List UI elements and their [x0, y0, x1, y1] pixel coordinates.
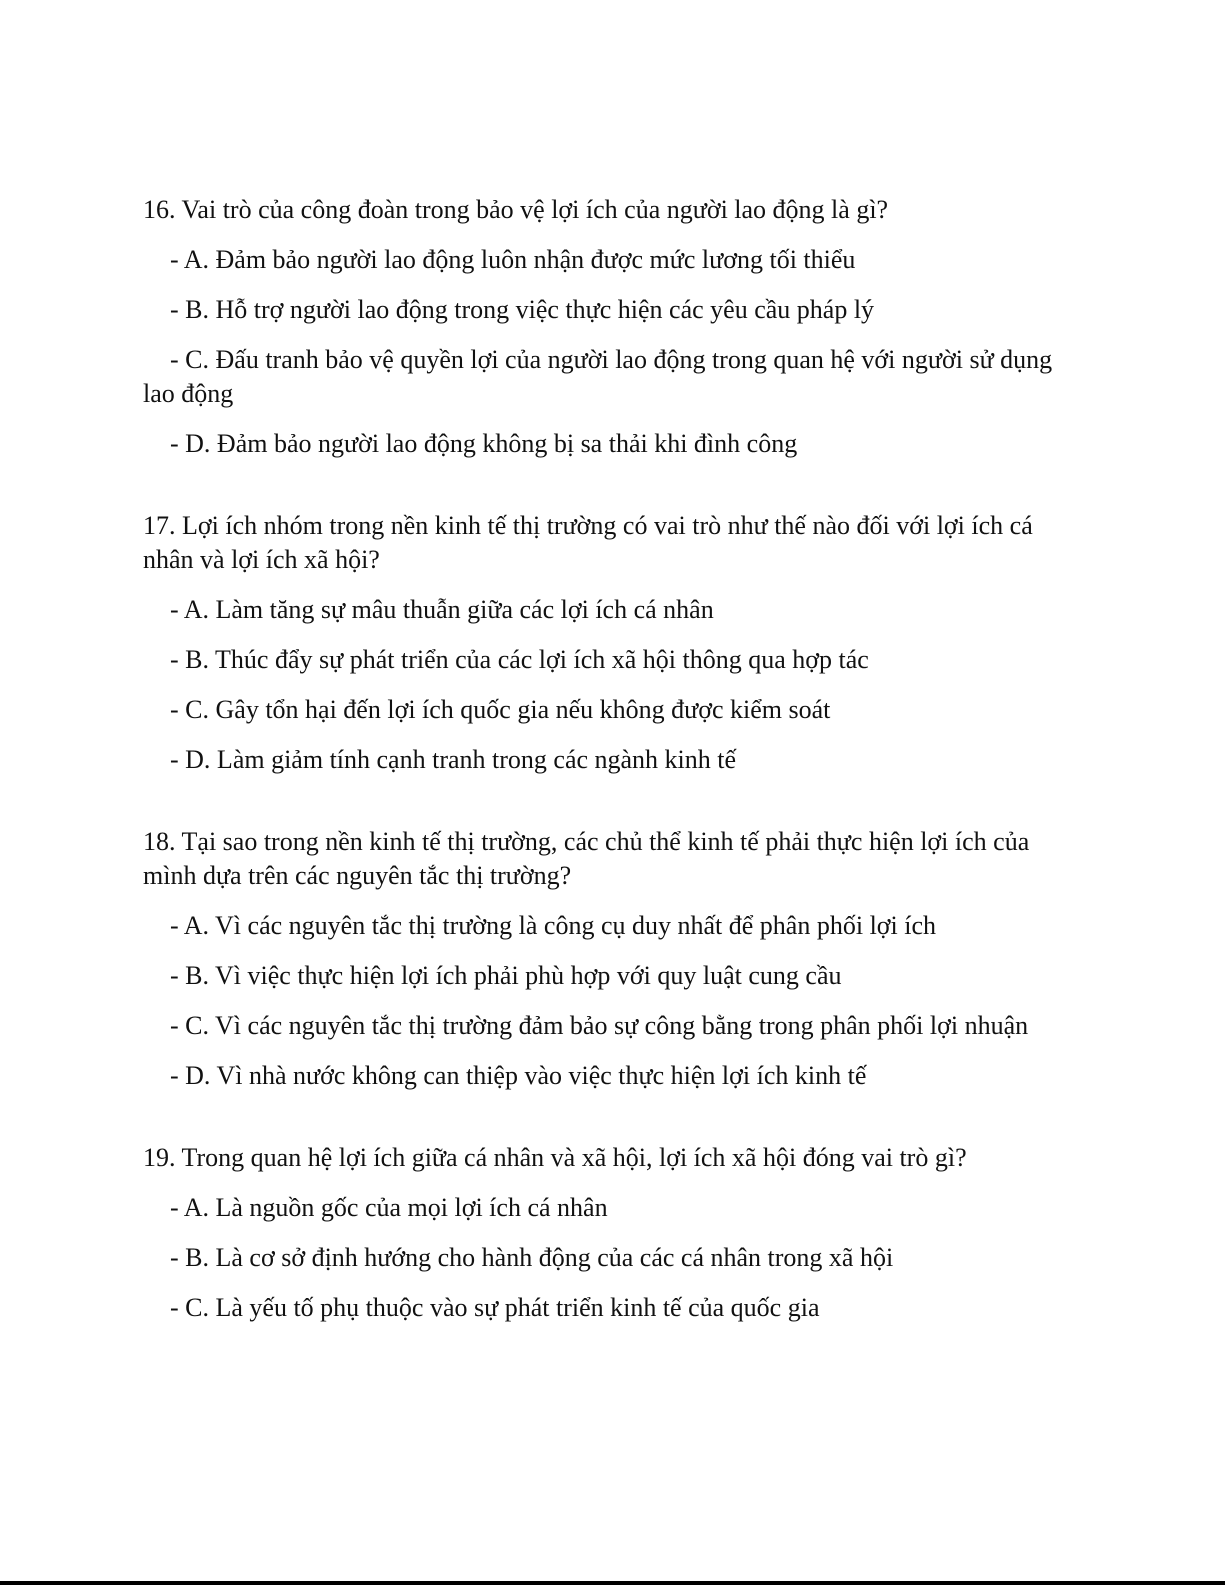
question-18	[143, 825, 1078, 1093]
option-c: - C. Là yếu tố phụ thuộc vào sự phát triển kinh tế của quốc gia	[170, 1293, 820, 1322]
question-list	[143, 193, 1078, 1373]
question-17	[143, 509, 1078, 777]
option-a: - A. Làm tăng sự mâu thuẫn giữa các lợi ích cá nhân	[170, 595, 714, 624]
page-bottom-border	[0, 1581, 1225, 1585]
option-d: - D. Đảm bảo người lao động không bị sa thải khi đình công	[170, 429, 798, 458]
option-b: - B. Là cơ sở định hướng cho hành động của các cá nhân trong xã hội	[170, 1243, 894, 1272]
option-b: - B. Vì việc thực hiện lợi ích phải phù hợp với quy luật cung cầu	[170, 961, 842, 990]
option-a: - A. Đảm bảo người lao động luôn nhận được mức lương tối thiểu	[170, 245, 856, 274]
option-c: - C. Đấu tranh bảo vệ quyền lợi của người lao động trong quan hệ với người sử dụng lao động	[143, 345, 1053, 408]
question-text: 18. Tại sao trong nền kinh tế thị trường, các chủ thể kinh tế phải thực hiện lợi ích của mình dựa trên các nguyên tắc thị trường?	[143, 827, 1030, 890]
option-a: - A. Là nguồn gốc của mọi lợi ích cá nhân	[170, 1193, 608, 1222]
question-text: 19. Trong quan hệ lợi ích giữa cá nhân và xã hội, lợi ích xã hội đóng vai trò gì?	[143, 1143, 967, 1172]
question-text: 16. Vai trò của công đoàn trong bảo vệ lợi ích của người lao động là gì?	[143, 195, 889, 224]
question-16	[143, 193, 1078, 461]
option-b: - B. Hỗ trợ người lao động trong việc thực hiện các yêu cầu pháp lý	[170, 295, 875, 324]
option-d: - D. Làm giảm tính cạnh tranh trong các ngành kinh tế	[170, 745, 737, 774]
question-text: 17. Lợi ích nhóm trong nền kinh tế thị trường có vai trò như thế nào đối với lợi ích cá nhân và lợi ích xã hội?	[143, 511, 1033, 574]
option-b: - B. Thúc đẩy sự phát triển của các lợi ích xã hội thông qua hợp tác	[170, 645, 869, 674]
option-c: - C. Vì các nguyên tắc thị trường đảm bảo sự công bằng trong phân phối lợi nhuận	[170, 1011, 1029, 1040]
option-a: - A. Vì các nguyên tắc thị trường là công cụ duy nhất để phân phối lợi ích	[170, 911, 937, 940]
question-19	[143, 1141, 1078, 1325]
option-d: - D. Vì nhà nước không can thiệp vào việc thực hiện lợi ích kinh tế	[170, 1061, 867, 1090]
option-c: - C. Gây tổn hại đến lợi ích quốc gia nếu không được kiểm soát	[170, 695, 831, 724]
